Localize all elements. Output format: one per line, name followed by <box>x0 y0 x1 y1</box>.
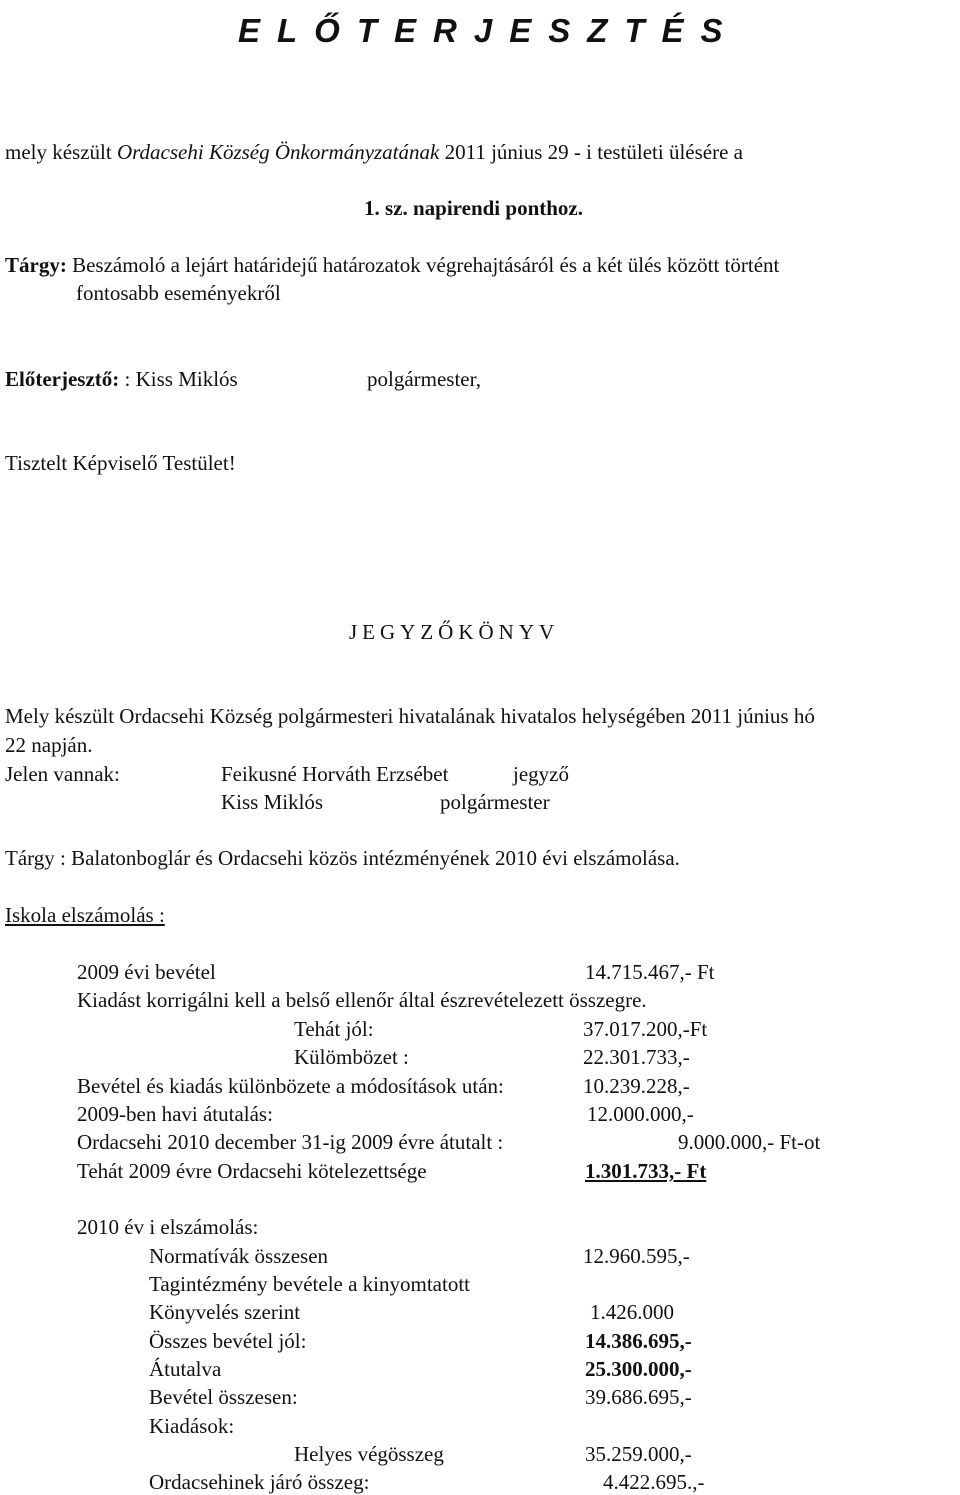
transferred-2010-value: 25.300.000,- <box>585 1357 692 1381</box>
books-value: 1.426.000 <box>590 1300 674 1324</box>
income-2009-value: 14.715.467,- Ft <box>585 960 715 984</box>
difference-label: Külömbözet : <box>294 1045 409 1069</box>
income-total-value: 39.686.695,- <box>585 1385 692 1409</box>
minutes-made-line-2: 22 napján. <box>5 733 93 757</box>
monthly-transfer-value: 12.000.000,- <box>587 1102 694 1126</box>
difference-value: 22.301.733,- <box>583 1045 690 1069</box>
minutes-subject: Tárgy : Balatonboglár és Ordacsehi közös intézményének 2010 évi elszámolása. <box>5 846 680 870</box>
intro-organization: Ordacsehi Község Önkormányzatának <box>116 140 440 164</box>
correct-total-label: Helyes végösszeg <box>294 1442 444 1466</box>
normative-value: 12.960.595,- <box>583 1244 690 1268</box>
expenses-label: Kiadások: <box>149 1414 235 1438</box>
present-1-name: Feikusné Horváth Erzsébet <box>221 762 449 786</box>
settlement-2010-heading: 2010 év i elszámolás: <box>77 1215 259 1239</box>
transferred-2009-label: Ordacsehi 2010 december 31-ig 2009 évre átutalt : <box>77 1130 504 1154</box>
subject-text: Beszámoló a lejárt határidejű határozatok végrehajtásáról és a két ülés között történt <box>66 253 780 277</box>
presenter-label: Előterjesztő: <box>5 367 120 391</box>
document-title: ELŐTERJESZTÉS <box>238 12 740 49</box>
intro-text-end: 2011 június 29 - i testületi ülésére a <box>439 140 744 164</box>
subject-label: Tárgy: <box>5 253 67 277</box>
difference-after-value: 10.239.228,- <box>583 1074 690 1098</box>
branch-income-label: Tagintézmény bevétele a kinyomtatott <box>149 1272 470 1296</box>
minutes-made-line-1: Mely készült Ordacsehi Község polgármesteri hivatalának hivatalos helységében 2011 június hó <box>5 704 815 728</box>
transferred-2009-value: 9.000.000,- Ft-ot <box>678 1130 821 1154</box>
correction-note: Kiadást korrigálni kell a belső ellenőr által észrevételezett összegre. <box>77 988 647 1012</box>
difference-after-label: Bevétel és kiadás különbözete a módosítások után: <box>77 1074 504 1098</box>
presenter-line <box>5 369 238 390</box>
obligation-label: Tehát 2009 évre Ordacsehi kötelezettsége <box>77 1159 427 1183</box>
agenda-item: 1. sz. napirendi ponthoz. <box>364 196 583 220</box>
minutes-heading: JEGYZŐKÖNYV <box>349 620 560 644</box>
present-2-role: polgármester <box>440 790 550 814</box>
correct-total-value: 35.259.000,- <box>585 1442 692 1466</box>
school-heading: Iskola elszámolás : <box>5 903 165 927</box>
normative-label: Normatívák összesen <box>149 1244 329 1268</box>
presenter-name: : Kiss Miklós <box>119 367 238 391</box>
present-1-role: jegyző <box>513 762 569 786</box>
obligation-value: 1.301.733,- Ft <box>585 1159 707 1183</box>
income-2009-label: 2009 évi bevétel <box>77 960 216 984</box>
correct-label: Tehát jól: <box>294 1017 374 1041</box>
intro-text-start: mely készült <box>5 140 117 164</box>
subject-line-2: fontosabb eseményekről <box>76 281 281 305</box>
monthly-transfer-label: 2009-ben havi átutalás: <box>77 1102 273 1126</box>
due-amount-label: Ordacsehinek járó összeg: <box>149 1470 370 1494</box>
due-amount-value: 4.422.695.,- <box>603 1470 705 1494</box>
present-label: Jelen vannak: <box>5 762 120 786</box>
total-income-value: 14.386.695,- <box>585 1329 692 1353</box>
intro-line <box>5 142 743 163</box>
greeting: Tisztelt Képviselő Testület! <box>5 451 236 475</box>
presenter-role: polgármester, <box>367 367 482 391</box>
books-label: Könyvelés szerint <box>149 1300 301 1324</box>
total-income-label: Összes bevétel jól: <box>149 1329 307 1353</box>
income-total-label: Bevétel összesen: <box>149 1385 298 1409</box>
correct-value: 37.017.200,-Ft <box>583 1017 708 1041</box>
subject-line-1 <box>5 255 779 276</box>
transferred-2010-label: Átutalva <box>149 1357 222 1381</box>
present-2-name: Kiss Miklós <box>221 790 324 814</box>
